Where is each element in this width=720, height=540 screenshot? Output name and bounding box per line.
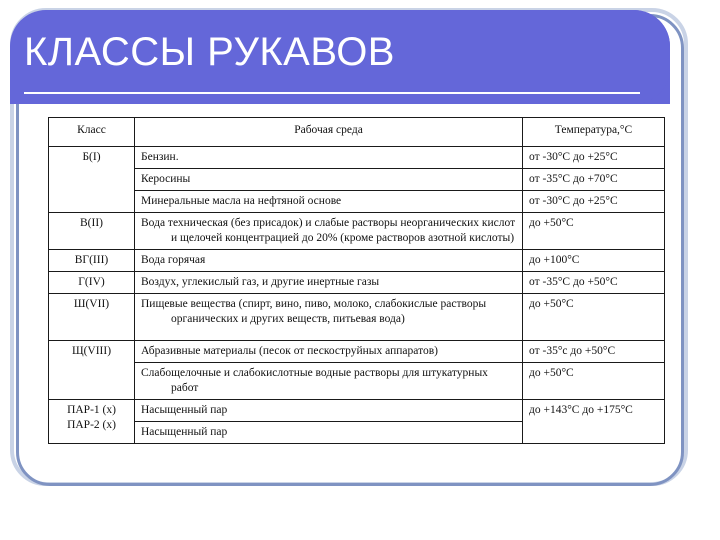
media-text: Пищевые вещества (спирт, вино, пиво, молоко, слабокислые растворы органических и других веществ, питьевая вода) — [141, 298, 487, 325]
temperature-cell: от -35°С до +50°С — [523, 272, 665, 294]
table-row — [49, 147, 665, 169]
media-cell: Керосины — [135, 169, 523, 191]
header-temperature: Температура,°С — [523, 118, 665, 147]
temperature-cell: от -35°с до +50°С — [523, 341, 665, 363]
class-cell — [49, 400, 135, 444]
media-cell: Воздух, углекислый газ, и другие инертные газы — [135, 272, 523, 294]
temperature-cell: от -30°С до +25°С — [523, 147, 665, 169]
table-row — [49, 213, 665, 250]
temperature-cell: до +100°С — [523, 250, 665, 272]
class-label: ПАР-1 (х) — [67, 404, 116, 416]
table-header-row — [49, 118, 665, 147]
temperature-cell: до +50°С — [523, 363, 665, 400]
media-cell: Абразивные материалы (песок от пескоструйных аппаратов) — [135, 341, 523, 363]
table-row — [49, 272, 665, 294]
media-text: Слабощелочные и слабокислотные водные растворы для штукатурных работ — [141, 367, 488, 394]
class-cell: Г(IV) — [49, 272, 135, 294]
table-row — [49, 294, 665, 341]
media-cell — [135, 213, 523, 250]
class-cell: ВГ(III) — [49, 250, 135, 272]
title-underline — [24, 92, 640, 94]
class-label: ПАР-2 (х) — [67, 419, 116, 431]
hose-classes-table — [48, 117, 665, 444]
media-cell: Минеральные масла на нефтяной основе — [135, 191, 523, 213]
temperature-cell: до +50°С — [523, 213, 665, 250]
media-cell: Насыщенный пар — [135, 400, 523, 422]
media-cell: Вода горячая — [135, 250, 523, 272]
table-row — [49, 363, 665, 400]
header-media: Рабочая среда — [135, 118, 523, 147]
media-cell: Насыщенный пар — [135, 422, 523, 444]
table-row — [49, 191, 665, 213]
class-cell: Ш(VII) — [49, 294, 135, 341]
temperature-cell: от -35°С до +70°С — [523, 169, 665, 191]
class-cell: Б(I) — [49, 147, 135, 213]
temperature-cell: до +143°С до +175°С — [523, 400, 665, 444]
media-cell — [135, 363, 523, 400]
media-text: Вода техническая (без присадок) и слабые растворы неорганических кислот и щелочей концентрацией до 20% (кроме растворов азотной кислоты) — [141, 217, 516, 244]
slide-title: КЛАССЫ РУКАВОВ — [24, 30, 395, 74]
class-cell: В(II) — [49, 213, 135, 250]
table-row — [49, 169, 665, 191]
table-row — [49, 400, 665, 422]
temperature-cell: до +50°С — [523, 294, 665, 341]
table-row — [49, 250, 665, 272]
table-row — [49, 341, 665, 363]
header-class: Класс — [49, 118, 135, 147]
media-cell — [135, 294, 523, 341]
media-cell: Бензин. — [135, 147, 523, 169]
temperature-cell: от -30°С до +25°С — [523, 191, 665, 213]
class-cell: Щ(VIII) — [49, 341, 135, 400]
